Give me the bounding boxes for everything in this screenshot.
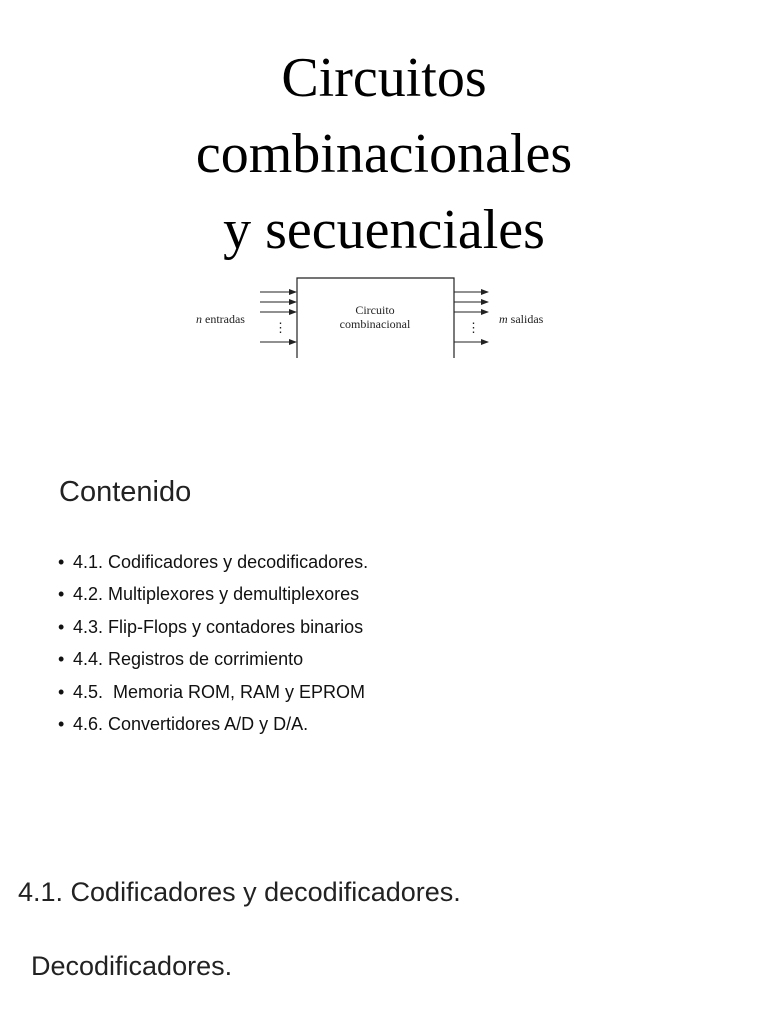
list-item: • 4.2. Multiplexores y demultiplexores xyxy=(58,578,368,610)
combinational-circuit-diagram xyxy=(190,272,570,362)
bullet: • xyxy=(58,649,65,670)
title-line-3: y secuenciales xyxy=(223,199,545,261)
input-ellipsis: ⋮ xyxy=(274,320,287,335)
bullet: • xyxy=(58,584,65,605)
box-label-line-1: Circuito xyxy=(355,303,395,317)
list-item: • 4.3. Flip-Flops y contadores binarios xyxy=(58,611,368,643)
list-item: • 4.5. Memoria ROM, RAM y EPROM xyxy=(58,676,368,708)
title-line-1: Circuitos xyxy=(281,47,487,109)
output-label: m salidas xyxy=(499,312,544,326)
bullet: • xyxy=(58,552,65,572)
input-label: n entradas xyxy=(196,312,245,326)
bullet: • xyxy=(58,616,65,637)
title-line-2: combinacionales xyxy=(195,123,573,185)
section-subheading: Decodificadores. xyxy=(31,951,233,981)
bullet: • xyxy=(58,714,65,735)
list-item: • 4.6. Convertidores A/D y D/A. xyxy=(58,708,368,740)
list-item: • 4.4. Registros de corrimiento xyxy=(58,643,368,675)
output-ellipsis: ⋮ xyxy=(467,320,480,335)
box-label-line-2: combinacional xyxy=(339,317,411,331)
bullet: • xyxy=(58,681,65,702)
list-item: • 4.1. Codificadores y decodificadores. xyxy=(58,546,368,578)
contents-list xyxy=(58,546,368,740)
section-heading: 4.1. Codificadores y decodificadores. xyxy=(18,877,461,907)
page-title xyxy=(0,40,768,268)
contents-heading: Contenido xyxy=(59,476,192,508)
